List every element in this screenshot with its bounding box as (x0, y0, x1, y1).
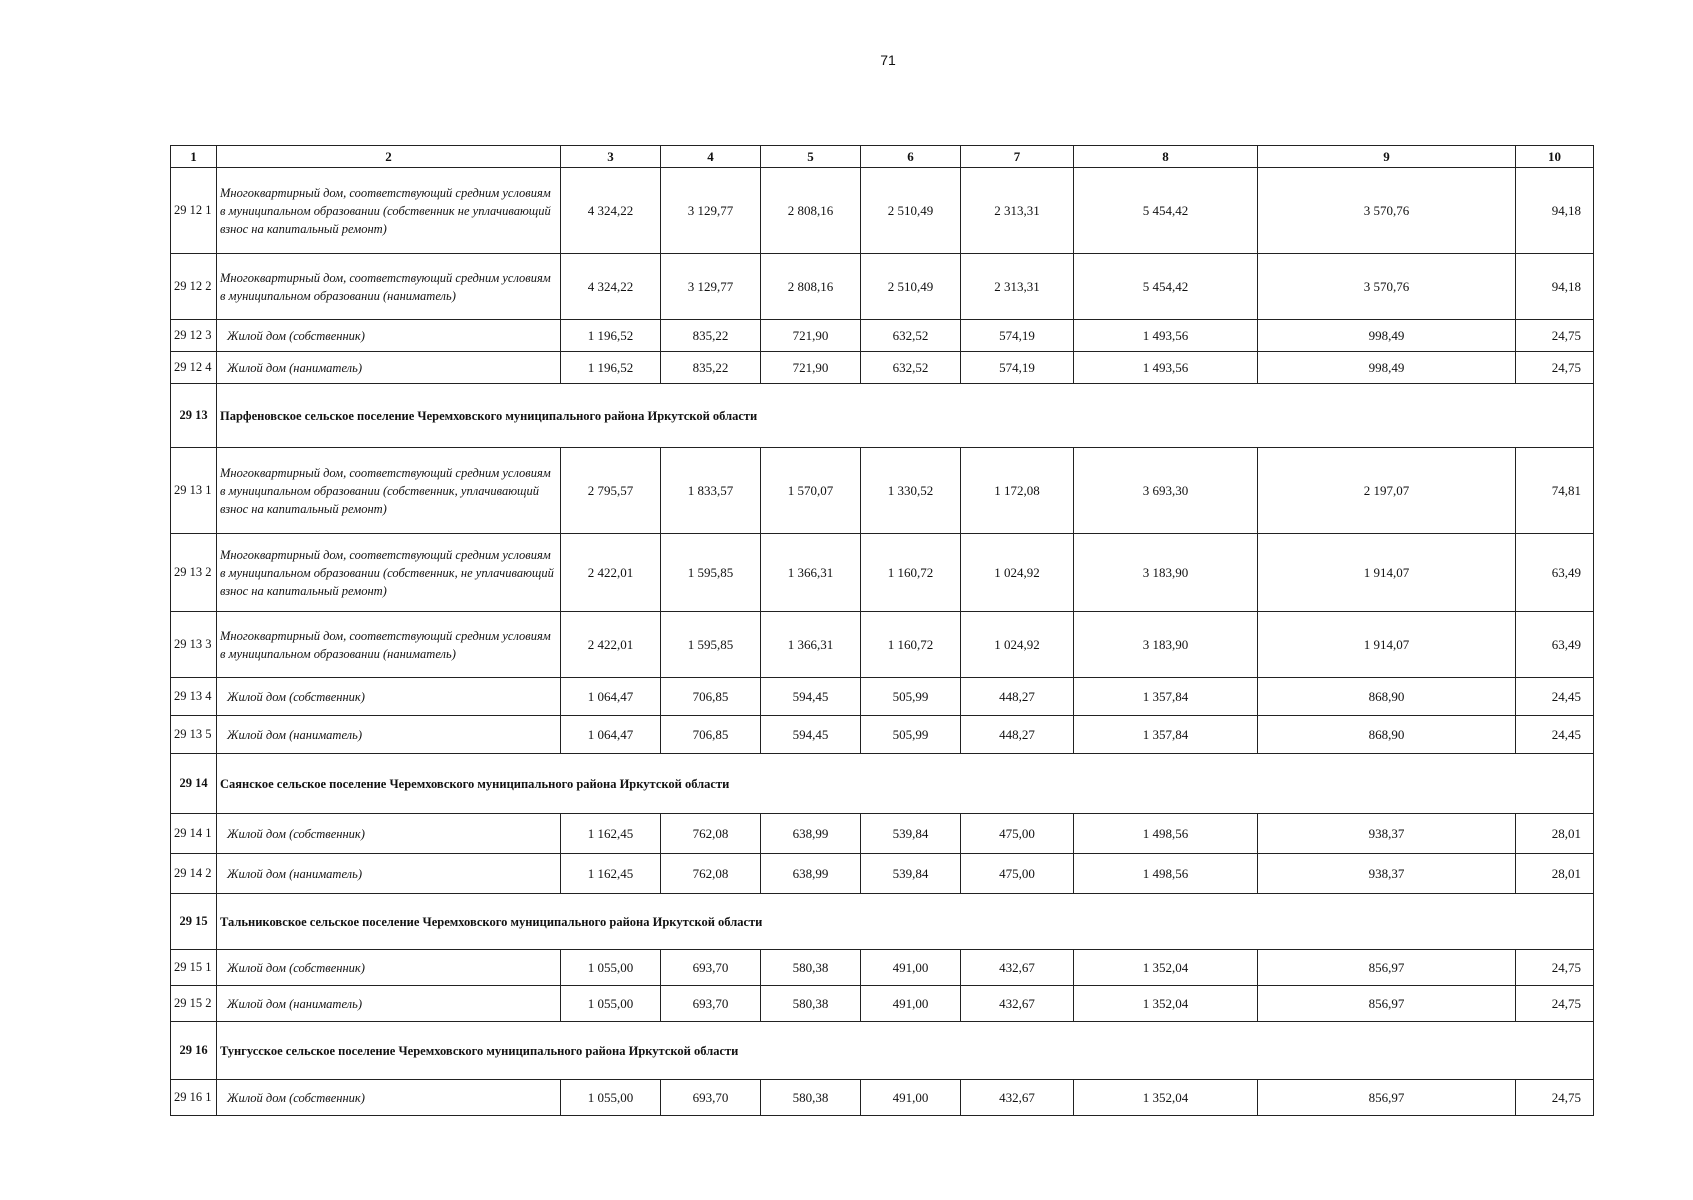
value-col-8: 3 183,90 (1074, 612, 1258, 678)
value-col-7: 448,27 (961, 678, 1074, 716)
value-col-8: 1 493,56 (1074, 352, 1258, 384)
value-col-7: 475,00 (961, 814, 1074, 854)
table-row (171, 320, 1594, 352)
value-col-10: 28,01 (1516, 854, 1594, 894)
section-row (171, 384, 1594, 448)
value-col-4: 835,22 (661, 320, 761, 352)
value-col-6: 491,00 (861, 950, 961, 986)
value-col-3: 1 064,47 (561, 678, 661, 716)
value-col-4: 693,70 (661, 1080, 761, 1116)
value-col-5: 638,99 (761, 854, 861, 894)
row-description: Жилой дом (наниматель) (217, 854, 561, 894)
row-code: 29 12 4 (171, 352, 217, 384)
header-cell-6: 6 (861, 146, 961, 168)
value-col-10: 94,18 (1516, 168, 1594, 254)
value-col-7: 475,00 (961, 854, 1074, 894)
table-row (171, 854, 1594, 894)
section-name: Тальниковское сельское поселение Черемховского муниципального района Иркутской области (217, 894, 1594, 950)
value-col-10: 63,49 (1516, 534, 1594, 612)
value-col-3: 1 196,52 (561, 352, 661, 384)
value-col-6: 632,52 (861, 320, 961, 352)
value-col-7: 1 172,08 (961, 448, 1074, 534)
value-col-5: 721,90 (761, 320, 861, 352)
section-code: 29 13 (171, 384, 217, 448)
value-col-10: 24,75 (1516, 1080, 1594, 1116)
value-col-7: 432,67 (961, 1080, 1074, 1116)
value-col-6: 2 510,49 (861, 254, 961, 320)
value-col-3: 1 064,47 (561, 716, 661, 754)
value-col-10: 24,75 (1516, 352, 1594, 384)
row-description: Жилой дом (собственник) (217, 814, 561, 854)
value-col-5: 580,38 (761, 986, 861, 1022)
value-col-8: 3 693,30 (1074, 448, 1258, 534)
value-col-8: 5 454,42 (1074, 168, 1258, 254)
value-col-4: 693,70 (661, 986, 761, 1022)
value-col-3: 4 324,22 (561, 168, 661, 254)
value-col-10: 24,75 (1516, 986, 1594, 1022)
value-col-6: 1 330,52 (861, 448, 961, 534)
value-col-8: 1 352,04 (1074, 950, 1258, 986)
row-description: Жилой дом (собственник) (217, 950, 561, 986)
row-description: Многоквартирный дом, соответствующий средним условиям в муниципальном образовании (собственник, уплачивающий взнос на капитальный ремонт) (217, 448, 561, 534)
table-row (171, 534, 1594, 612)
section-code: 29 15 (171, 894, 217, 950)
value-col-9: 998,49 (1258, 352, 1516, 384)
row-code: 29 15 1 (171, 950, 217, 986)
row-code: 29 12 1 (171, 168, 217, 254)
value-col-4: 1 595,85 (661, 534, 761, 612)
value-col-7: 574,19 (961, 320, 1074, 352)
header-cell-3: 3 (561, 146, 661, 168)
value-col-7: 1 024,92 (961, 612, 1074, 678)
section-name: Тунгусское сельское поселение Черемховского муниципального района Иркутской области (217, 1022, 1594, 1080)
value-col-10: 94,18 (1516, 254, 1594, 320)
value-col-4: 3 129,77 (661, 168, 761, 254)
row-description: Жилой дом (собственник) (217, 320, 561, 352)
value-col-8: 1 357,84 (1074, 716, 1258, 754)
value-col-6: 1 160,72 (861, 534, 961, 612)
value-col-3: 2 422,01 (561, 612, 661, 678)
value-col-5: 638,99 (761, 814, 861, 854)
value-col-9: 868,90 (1258, 716, 1516, 754)
section-name: Парфеновское сельское поселение Черемховского муниципального района Иркутской области (217, 384, 1594, 448)
value-col-9: 2 197,07 (1258, 448, 1516, 534)
value-col-3: 4 324,22 (561, 254, 661, 320)
header-cell-4: 4 (661, 146, 761, 168)
value-col-8: 3 183,90 (1074, 534, 1258, 612)
value-col-9: 856,97 (1258, 1080, 1516, 1116)
value-col-6: 2 510,49 (861, 168, 961, 254)
value-col-5: 580,38 (761, 950, 861, 986)
row-description: Многоквартирный дом, соответствующий средним условиям в муниципальном образовании (собственник не уплачивающий взнос на капитальный ремонт) (217, 168, 561, 254)
value-col-10: 63,49 (1516, 612, 1594, 678)
value-col-3: 1 055,00 (561, 986, 661, 1022)
value-col-9: 1 914,07 (1258, 612, 1516, 678)
value-col-5: 2 808,16 (761, 168, 861, 254)
row-code: 29 13 1 (171, 448, 217, 534)
header-cell-7: 7 (961, 146, 1074, 168)
value-col-7: 432,67 (961, 950, 1074, 986)
value-col-5: 721,90 (761, 352, 861, 384)
value-col-4: 693,70 (661, 950, 761, 986)
section-name: Саянское сельское поселение Черемховского муниципального района Иркутской области (217, 754, 1594, 814)
table-row (171, 168, 1594, 254)
row-description: Многоквартирный дом, соответствующий средним условиям в муниципальном образовании (наниматель) (217, 254, 561, 320)
row-code: 29 13 5 (171, 716, 217, 754)
value-col-4: 1 833,57 (661, 448, 761, 534)
value-col-8: 1 493,56 (1074, 320, 1258, 352)
value-col-6: 1 160,72 (861, 612, 961, 678)
header-cell-2: 2 (217, 146, 561, 168)
value-col-9: 3 570,76 (1258, 254, 1516, 320)
table-row (171, 448, 1594, 534)
value-col-10: 24,45 (1516, 716, 1594, 754)
row-description: Многоквартирный дом, соответствующий средним условиям в муниципальном образовании (наниматель) (217, 612, 561, 678)
value-col-3: 2 422,01 (561, 534, 661, 612)
value-col-3: 1 162,45 (561, 814, 661, 854)
value-col-4: 762,08 (661, 854, 761, 894)
table-row (171, 986, 1594, 1022)
row-code: 29 15 2 (171, 986, 217, 1022)
value-col-10: 24,45 (1516, 678, 1594, 716)
table-row (171, 254, 1594, 320)
value-col-7: 574,19 (961, 352, 1074, 384)
table-row (171, 1080, 1594, 1116)
value-col-4: 706,85 (661, 716, 761, 754)
section-row (171, 1022, 1594, 1080)
value-col-5: 2 808,16 (761, 254, 861, 320)
value-col-5: 1 366,31 (761, 534, 861, 612)
row-description: Жилой дом (собственник) (217, 678, 561, 716)
value-col-10: 24,75 (1516, 320, 1594, 352)
table-row (171, 352, 1594, 384)
row-description: Жилой дом (наниматель) (217, 716, 561, 754)
value-col-7: 432,67 (961, 986, 1074, 1022)
row-code: 29 13 4 (171, 678, 217, 716)
value-col-10: 28,01 (1516, 814, 1594, 854)
value-col-7: 2 313,31 (961, 168, 1074, 254)
value-col-6: 505,99 (861, 678, 961, 716)
row-description: Жилой дом (наниматель) (217, 352, 561, 384)
value-col-4: 762,08 (661, 814, 761, 854)
value-col-9: 1 914,07 (1258, 534, 1516, 612)
row-code: 29 14 1 (171, 814, 217, 854)
table-row (171, 612, 1594, 678)
tariff-table (170, 145, 1594, 1116)
value-col-4: 1 595,85 (661, 612, 761, 678)
table-row (171, 716, 1594, 754)
page-number: 71 (880, 52, 896, 68)
value-col-6: 632,52 (861, 352, 961, 384)
value-col-6: 491,00 (861, 986, 961, 1022)
value-col-4: 706,85 (661, 678, 761, 716)
value-col-7: 2 313,31 (961, 254, 1074, 320)
value-col-5: 1 570,07 (761, 448, 861, 534)
table-row (171, 950, 1594, 986)
value-col-3: 1 055,00 (561, 950, 661, 986)
value-col-8: 5 454,42 (1074, 254, 1258, 320)
value-col-5: 594,45 (761, 678, 861, 716)
section-code: 29 16 (171, 1022, 217, 1080)
row-description: Жилой дом (собственник) (217, 1080, 561, 1116)
row-code: 29 13 2 (171, 534, 217, 612)
value-col-6: 539,84 (861, 814, 961, 854)
value-col-9: 998,49 (1258, 320, 1516, 352)
section-row (171, 754, 1594, 814)
row-code: 29 12 2 (171, 254, 217, 320)
value-col-3: 1 196,52 (561, 320, 661, 352)
row-description: Многоквартирный дом, соответствующий средним условиям в муниципальном образовании (собственник, не уплачивающий взнос на капитальный ремонт) (217, 534, 561, 612)
value-col-5: 594,45 (761, 716, 861, 754)
header-cell-8: 8 (1074, 146, 1258, 168)
value-col-9: 938,37 (1258, 854, 1516, 894)
value-col-6: 491,00 (861, 1080, 961, 1116)
row-code: 29 16 1 (171, 1080, 217, 1116)
value-col-10: 24,75 (1516, 950, 1594, 986)
value-col-9: 868,90 (1258, 678, 1516, 716)
value-col-8: 1 352,04 (1074, 986, 1258, 1022)
value-col-6: 539,84 (861, 854, 961, 894)
value-col-5: 1 366,31 (761, 612, 861, 678)
table-row (171, 814, 1594, 854)
row-code: 29 14 2 (171, 854, 217, 894)
value-col-8: 1 352,04 (1074, 1080, 1258, 1116)
row-code: 29 12 3 (171, 320, 217, 352)
row-code: 29 13 3 (171, 612, 217, 678)
value-col-4: 3 129,77 (661, 254, 761, 320)
value-col-9: 856,97 (1258, 986, 1516, 1022)
value-col-6: 505,99 (861, 716, 961, 754)
header-row (171, 146, 1594, 168)
value-col-9: 3 570,76 (1258, 168, 1516, 254)
value-col-7: 448,27 (961, 716, 1074, 754)
value-col-3: 2 795,57 (561, 448, 661, 534)
value-col-5: 580,38 (761, 1080, 861, 1116)
value-col-9: 938,37 (1258, 814, 1516, 854)
value-col-3: 1 055,00 (561, 1080, 661, 1116)
value-col-9: 856,97 (1258, 950, 1516, 986)
value-col-8: 1 498,56 (1074, 854, 1258, 894)
header-cell-9: 9 (1258, 146, 1516, 168)
row-description: Жилой дом (наниматель) (217, 986, 561, 1022)
value-col-7: 1 024,92 (961, 534, 1074, 612)
table-row (171, 678, 1594, 716)
value-col-10: 74,81 (1516, 448, 1594, 534)
value-col-3: 1 162,45 (561, 854, 661, 894)
value-col-8: 1 357,84 (1074, 678, 1258, 716)
header-cell-5: 5 (761, 146, 861, 168)
section-code: 29 14 (171, 754, 217, 814)
value-col-4: 835,22 (661, 352, 761, 384)
header-cell-10: 10 (1516, 146, 1594, 168)
section-row (171, 894, 1594, 950)
value-col-8: 1 498,56 (1074, 814, 1258, 854)
table-body (171, 146, 1594, 1116)
header-cell-1: 1 (171, 146, 217, 168)
